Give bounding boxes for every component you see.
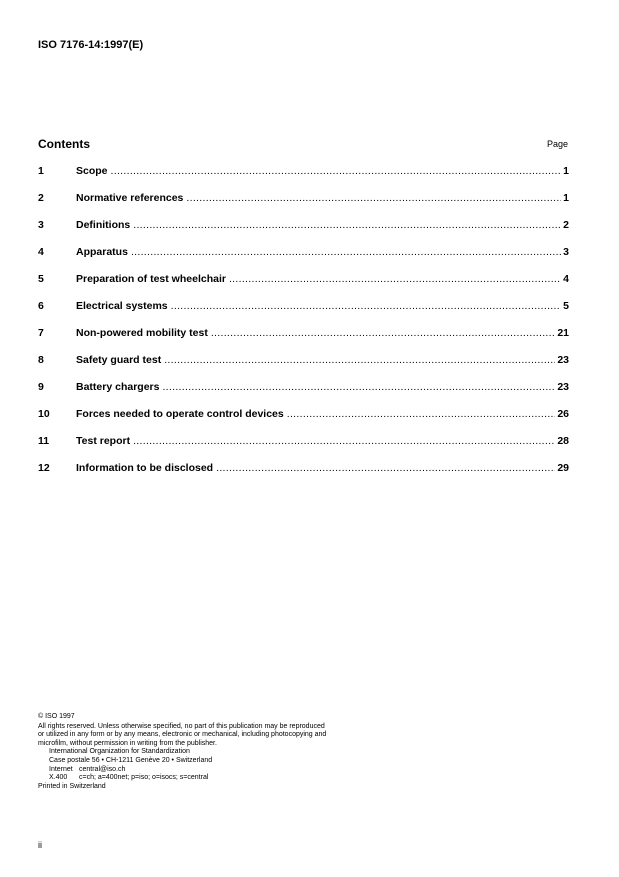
- toc-entry-number: 2: [38, 192, 44, 204]
- dot-leader: [162, 381, 555, 393]
- toc-entry-preparation[interactable]: [38, 273, 569, 300]
- toc-entry-information-disclosed[interactable]: [38, 462, 569, 489]
- toc-entry-number: 7: [38, 327, 44, 339]
- dot-leader: [287, 408, 556, 420]
- toc-entry-number: 1: [38, 165, 44, 177]
- toc-entry-number: 6: [38, 300, 44, 312]
- dot-leader: [186, 192, 561, 204]
- toc-entry-page: 1: [563, 192, 569, 204]
- dot-leader: [131, 246, 561, 258]
- toc-entry-battery-chargers[interactable]: [38, 381, 569, 408]
- toc-entry-page: 2: [563, 219, 569, 231]
- toc-entry-title: Definitions: [76, 219, 131, 231]
- toc-entry-page: 28: [557, 435, 569, 447]
- dot-leader: [133, 435, 555, 447]
- organization-name: International Organization for Standardization: [49, 748, 190, 756]
- toc-entry-safety-guard[interactable]: [38, 354, 569, 381]
- dot-leader: [229, 273, 561, 285]
- toc-entry-number: 11: [38, 435, 50, 447]
- internet-label: Internet: [49, 765, 73, 773]
- toc-entry-number: 4: [38, 246, 44, 258]
- dot-leader: [133, 219, 561, 231]
- toc-entry-number: 10: [38, 408, 50, 420]
- x400-label: X.400: [49, 774, 68, 782]
- toc-entry-title: Test report: [76, 435, 131, 447]
- copyright-block: [38, 713, 326, 791]
- toc-entry-title: Preparation of test wheelchair: [76, 273, 226, 285]
- toc-entry-page: 1: [563, 165, 569, 177]
- toc-entry-page: 29: [557, 462, 569, 474]
- dot-leader: [111, 165, 562, 177]
- toc-entry-page: 3: [563, 246, 569, 258]
- document-id: ISO 7176-14:1997(E): [38, 39, 144, 51]
- postal-address: Case postale 56 • CH-1211 Genève 20 • Switzerland: [49, 756, 213, 764]
- dot-leader: [164, 354, 555, 366]
- internet-contact: [49, 766, 326, 775]
- toc-entry-page: 26: [557, 408, 569, 420]
- printed-in: Printed in Switzerland: [38, 782, 106, 790]
- toc-entry-test-report[interactable]: [38, 435, 569, 462]
- toc-entry-page: 23: [557, 381, 569, 393]
- rights-notice-line: or utilized in any form or by any means, electronic or mechanical, including photocopying and: [38, 731, 327, 739]
- contents-heading: Contents: [38, 137, 90, 151]
- toc-entry-non-powered-mobility[interactable]: [38, 327, 569, 354]
- toc-entry-apparatus[interactable]: [38, 246, 569, 273]
- toc-entry-electrical-systems[interactable]: [38, 300, 569, 327]
- toc-entry-scope[interactable]: [38, 165, 569, 192]
- toc-entry-title: Apparatus: [76, 246, 128, 258]
- toc-entry-title: Non-powered mobility test: [76, 327, 208, 339]
- toc-entry-page: 23: [557, 354, 569, 366]
- x400-address: c=ch; a=400net; p=iso; o=isocs; s=central: [79, 774, 209, 782]
- toc-entry-title: Electrical systems: [76, 300, 168, 312]
- toc-entry-number: 9: [38, 381, 44, 393]
- x400-contact: [49, 774, 326, 783]
- toc-entry-page: 21: [557, 327, 569, 339]
- iso-address: [38, 748, 326, 782]
- toc-entry-number: 5: [38, 273, 44, 285]
- toc-entry-title: Normative references: [76, 192, 184, 204]
- internet-address: central@iso.ch: [79, 765, 126, 773]
- toc-entry-number: 3: [38, 219, 44, 231]
- toc-entry-number: 8: [38, 354, 44, 366]
- rights-notice-line: All rights reserved. Unless otherwise specified, no part of this publication may be reproduced: [38, 722, 325, 730]
- dot-leader: [216, 462, 555, 474]
- dot-leader: [171, 300, 562, 312]
- toc-entry-page: 4: [563, 273, 569, 285]
- page-number: ii: [38, 840, 42, 850]
- toc-entry-title: Information to be disclosed: [76, 462, 214, 474]
- toc-entry-page: 5: [563, 300, 569, 312]
- toc-entry-number: 12: [38, 462, 50, 474]
- table-of-contents: [38, 165, 569, 489]
- toc-entry-title: Scope: [76, 165, 108, 177]
- toc-entry-definitions[interactable]: [38, 219, 569, 246]
- rights-notice-line: microfilm, without permission in writing from the publisher.: [38, 739, 217, 747]
- page-column-label: Page: [546, 139, 568, 149]
- copyright-line: © ISO 1997: [38, 713, 75, 720]
- toc-entry-normative-references[interactable]: [38, 192, 569, 219]
- toc-entry-title: Forces needed to operate control devices: [76, 408, 284, 420]
- dot-leader: [211, 327, 555, 339]
- toc-entry-title: Battery chargers: [76, 381, 160, 393]
- toc-entry-title: Safety guard test: [76, 354, 162, 366]
- toc-entry-forces[interactable]: [38, 408, 569, 435]
